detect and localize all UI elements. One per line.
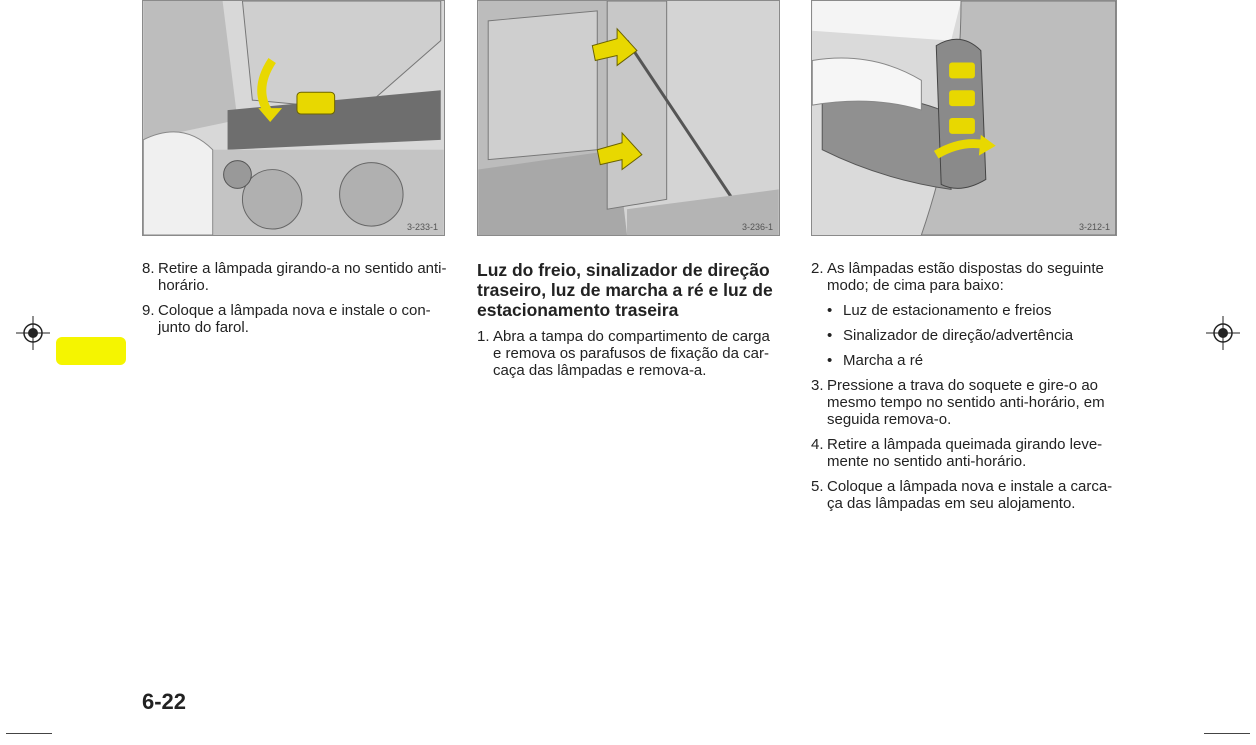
step-number: 5. [811, 478, 824, 495]
step-number: 3. [811, 377, 824, 394]
step-text: As lâmpadas estão dispostas do seguinte modo; de cima para baixo: [827, 260, 1104, 294]
step-text: Coloque a lâmpada nova e instale a carca-ça das lâmpadas em seu alojamento. [827, 478, 1113, 512]
step-number: 9. [142, 302, 155, 319]
tail-lamp-illustration [812, 1, 1116, 235]
list-item [811, 377, 1116, 428]
figure-code: 3-212-1 [1078, 222, 1110, 232]
step-text: Retire a lâmpada queimada girando leve-mente no sentido anti-horário. [827, 436, 1103, 470]
step-number: 1. [477, 328, 490, 345]
step-list [811, 260, 1116, 294]
headlamp-illustration [143, 1, 444, 235]
section-tab [56, 337, 126, 365]
figure-cargo-door [477, 0, 780, 236]
left-column [142, 260, 447, 344]
figure-tail-lamp [811, 0, 1117, 236]
middle-column [477, 260, 782, 387]
figure-headlamp-bulb [142, 0, 445, 236]
figure-code: 3-233-1 [406, 222, 438, 232]
step-text: Abra a tampa do compartimento de carga e remova os parafusos de fixação da car-caça das lâmpadas e remova-a. [493, 328, 770, 379]
list-item [142, 260, 447, 294]
trim-mark [1204, 733, 1250, 734]
trim-mark [6, 733, 52, 734]
step-number: 8. [142, 260, 155, 277]
right-column [811, 260, 1116, 520]
list-item [811, 260, 1116, 294]
figure-code: 3-236-1 [741, 222, 773, 232]
list-item [811, 478, 1116, 512]
registration-mark-icon [1206, 316, 1240, 350]
step-text: Retire a lâmpada girando-a no sentido anti-horário. [158, 260, 447, 294]
step-number: 4. [811, 436, 824, 453]
page-number: 6-22 [142, 689, 187, 714]
bullet-item: • Marcha a ré [811, 352, 1116, 369]
registration-mark-icon [16, 316, 50, 350]
step-number: 2. [811, 260, 824, 277]
step-list [142, 260, 447, 336]
bullet-item: • Luz de estacionamento e freios [811, 302, 1116, 319]
bullet-item: • Sinalizador de direção/advertência [811, 327, 1116, 344]
step-list [477, 328, 782, 379]
cargo-door-illustration [478, 1, 779, 235]
bulb-order-list [811, 302, 1116, 369]
step-text: Pressione a trava do soquete e gire-o ao mesmo tempo no sentido anti-horário, em seguida remova-o. [827, 377, 1105, 428]
step-text: Coloque a lâmpada nova e instale o con-junto do farol. [158, 302, 431, 336]
list-item [477, 328, 782, 379]
section-heading: Luz do freio, sinalizador de direção traseiro, luz de marcha a ré e luz de estacionamento traseira [477, 260, 773, 320]
list-item [811, 436, 1116, 470]
step-list [811, 377, 1116, 512]
list-item [142, 302, 447, 336]
